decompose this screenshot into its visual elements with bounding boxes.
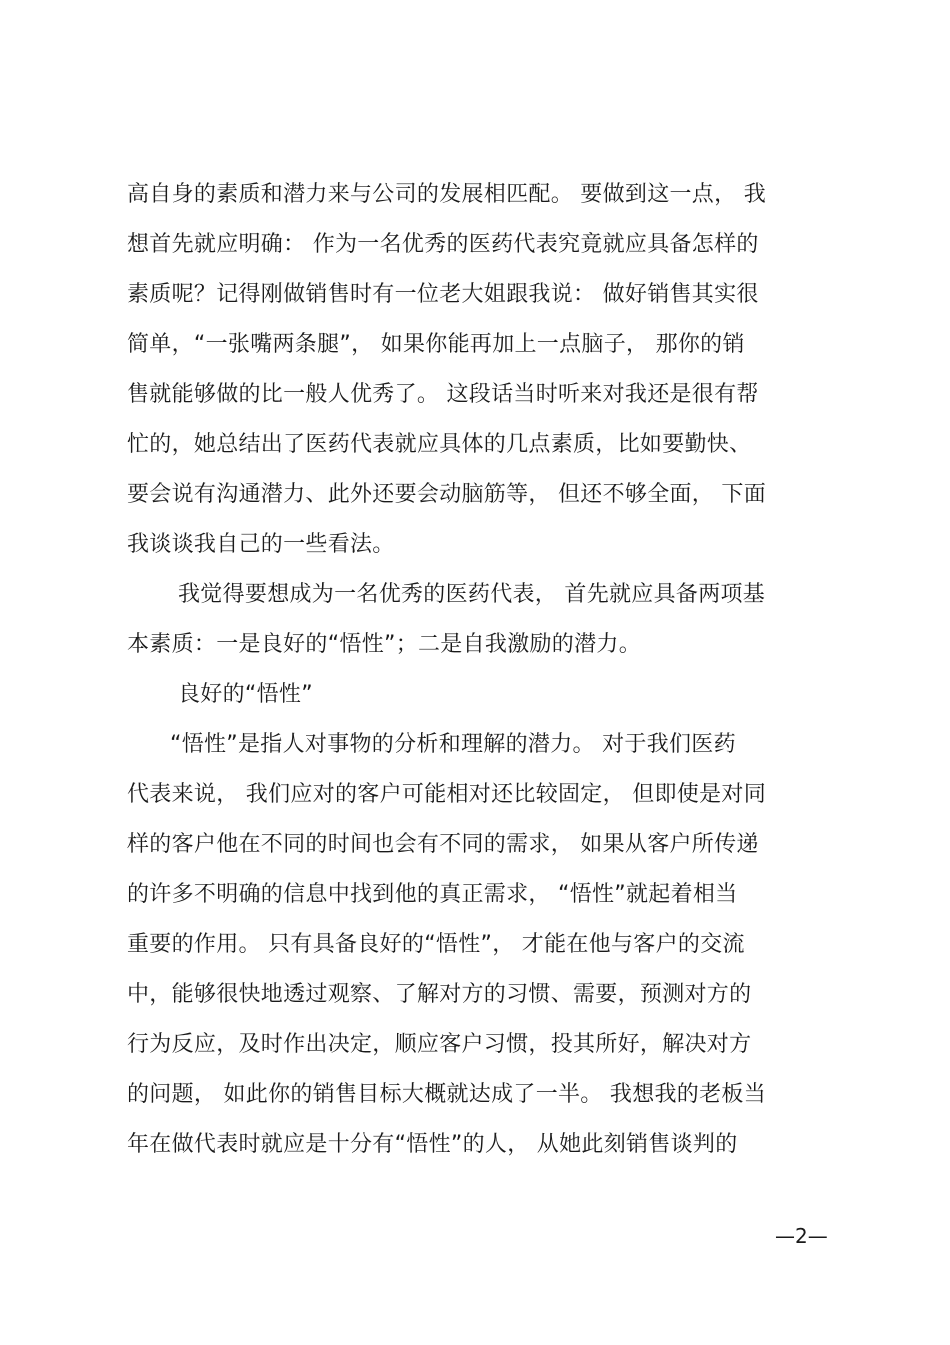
text-line: 忙的，她总结出了医药代表就应具体的几点素质，比如要勤快、 (127, 432, 752, 457)
text-line: 售就能够做的比一般人优秀了。 这段话当时听来对我还是很有帮 (127, 382, 759, 407)
text-line: 行为反应，及时作出决定，顺应客户习惯，投其所好，解决对方 (127, 1032, 752, 1057)
text-line: 的许多不明确的信息中找到他的真正需求， “悟性”就起着相当 (127, 882, 738, 907)
text-line: 代表来说， 我们应对的客户可能相对还比较固定， 但即使是对同 (127, 782, 766, 807)
text-line: 重要的作用。 只有具备良好的“悟性”， 才能在他与客户的交流 (127, 932, 745, 957)
page-number: —2— (775, 1224, 828, 1248)
text-line: 要会说有沟通潜力、此外还要会动脑筋等， 但还不够全面， 下面 (127, 482, 766, 507)
text-line: 素质呢？记得刚做销售时有一位老大姐跟我说： 做好销售其实很 (127, 282, 759, 307)
text-line: 的问题， 如此你的销售目标大概就达成了一半。 我想我的老板当 (127, 1082, 766, 1107)
text-line: 样的客户他在不同的时间也会有不同的需求， 如果从客户所传递 (127, 832, 759, 857)
text-line: 我谈谈我自己的一些看法。 (127, 532, 395, 557)
text-line: 高自身的素质和潜力来与公司的发展相匹配。 要做到这一点， 我 (127, 182, 766, 207)
paragraph-first-line: “悟性”是指人对事物的分析和理解的潜力。 对于我们医药 (170, 732, 736, 757)
text-line: 年在做代表时就应是十分有“悟性”的人， 从她此刻销售谈判的 (127, 1132, 738, 1157)
text-line: 简单，“一张嘴两条腿”， 如果你能再加上一点脑子， 那你的销 (127, 332, 745, 357)
paragraph-first-line: 我觉得要想成为一名优秀的医药代表， 首先就应具备两项基 (178, 582, 766, 607)
section-heading: 良好的“悟性” (178, 682, 313, 707)
text-line: 想首先就应明确： 作为一名优秀的医药代表究竟就应具备怎样的 (127, 232, 759, 257)
text-line: 本素质：一是良好的“悟性”；二是自我激励的潜力。 (127, 632, 641, 657)
text-line: 中，能够很快地透过观察、了解对方的习惯、需要，预测对方的 (127, 982, 752, 1007)
